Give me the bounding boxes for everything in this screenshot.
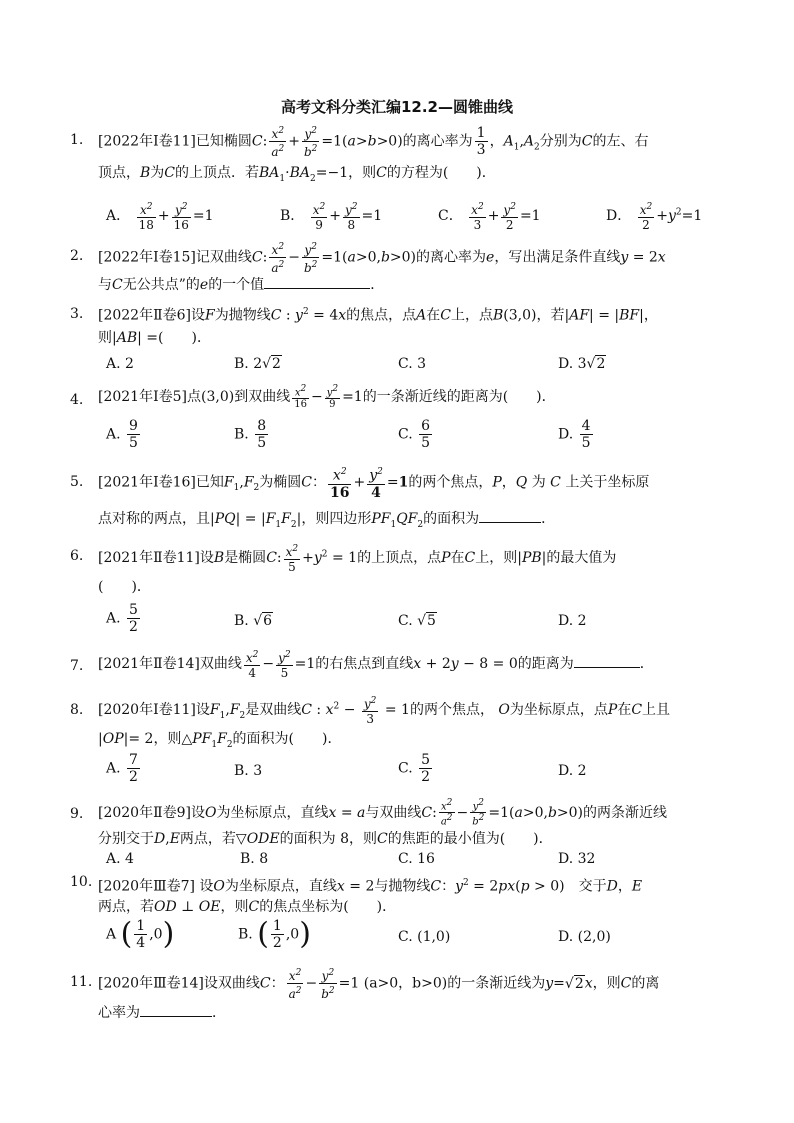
question-11-line-1: [2020年Ⅲ卷14]设双曲线C： $\frac{x^2}{a^2}$ − $\frac{y^2}{b^2}$ =1 (a>0，b>0)的一条渐近线为y=√2x，则C的离: [98, 968, 660, 1001]
option-d[interactable]: D. 3√2: [558, 356, 606, 372]
question-10-line-2: 两点，若OD ⊥ OE，则C的焦点坐标为( )．: [98, 899, 397, 915]
option-b[interactable]: B. 8: [240, 851, 269, 867]
option-d[interactable]: D. 32: [558, 851, 596, 867]
question-9-line-2: 分别交于D,E两点，若▽ODE的面积为 8，则C的焦距的最小值为( )．: [98, 831, 553, 847]
question-number: 10.: [70, 874, 93, 890]
question-number: 1.: [70, 132, 84, 148]
option-d[interactable]: D. 2: [558, 613, 587, 629]
option-c[interactable]: C. √5: [398, 613, 436, 629]
option-a[interactable]: A． $\frac{x^2}{18}$ + $\frac{y^2}{16}$ =1: [106, 202, 214, 232]
question-3-line-1: [2022年Ⅱ卷6]设F为抛物线C : $y^2 = 4x$的焦点，点A在C上，点B(3,0)，若|AF| = |BF|，: [98, 307, 658, 324]
option-c[interactable]: C. (1,0): [398, 929, 451, 945]
question-number: 4.: [70, 392, 84, 408]
question-number: 7.: [70, 658, 84, 674]
question-6-line-2: ( )．: [98, 579, 151, 595]
page-title: 高考文科分类汇编12.2—圆锥曲线: [280, 98, 513, 116]
question-11-line-2: 心率为 ．: [98, 1005, 226, 1021]
option-b[interactable]: B. $\frac{8}{5}$: [234, 418, 267, 451]
question-number: 11.: [70, 974, 93, 990]
question-2-line-2: 与C无公共点”的e的一个值 ．: [98, 277, 385, 293]
option-b[interactable]: B． $\frac{x^2}{9}$ + $\frac{y^2}{8}$ =1: [280, 202, 383, 232]
question-6-line-1: [2021年Ⅱ卷11]设B是椭圆C: $\frac{x^2}{5}$ $+y^2 = 1$的上顶点，点P在C上，则|PB|的最大值为: [98, 544, 617, 574]
question-1-line-2: 顶点，B为C的上顶点．若$BA_1\cdot BA_2=-1$，则C的方程为( )．: [98, 165, 496, 184]
question-4-line-1: [2021年Ⅰ卷5]点(3,0)到双曲线 $\frac{x^2}{16}$ − $\frac{y^2}{9}$ =1的一条渐近线的距离为( )．: [98, 384, 556, 411]
question-number: 9.: [70, 806, 84, 822]
question-number: 5.: [70, 474, 84, 490]
option-b[interactable]: B. √6: [234, 613, 273, 629]
question-number: 6.: [70, 548, 84, 564]
question-9-line-1: [2020年Ⅱ卷9]设O为坐标原点，直线x = a与双曲线C: $\frac{x^2}{a^2}$ − $\frac{y^2}{b^2}$ =1(a>0,b>0)的两条渐近线: [98, 798, 668, 828]
option-d[interactable]: D. 2: [558, 763, 587, 779]
question-5-line-2: 点对称的两点，且$|PQ| = |F_1F_2|$，则四边形$PF_1QF_2$的面积为 ．: [98, 511, 556, 530]
question-8-line-2: |OP|= 2，则$\triangle PF_1F_2$的面积为( )．: [98, 731, 342, 750]
question-2-line-1: [2022年Ⅰ卷15]记双曲线C: $\frac{x^2}{a^2}$ − $\frac{y^2}{b^2}$ =1(a>0,b>0)的离心率为e，写出满足条件直线y = 2x: [98, 242, 666, 275]
option-c[interactable]: C. $\frac{5}{2}$: [398, 752, 431, 785]
option-d[interactable]: D. $\frac{4}{5}$: [558, 418, 591, 451]
option-c[interactable]: C. 16: [398, 851, 435, 867]
question-number: 2.: [70, 248, 84, 264]
question-1-line-1: [2022年Ⅰ卷11]已知椭圆C: $\frac{x^2}{a^2}$ + $\frac{y^2}{b^2}$ =1(a>b>0)的离心率为 $\frac{1}{3}$ ，$A_1,A_2$分别为C的左、右: [98, 125, 649, 159]
option-b[interactable]: B. 2√2: [234, 356, 281, 372]
option-a[interactable]: A. $\frac{5}{2}$: [106, 602, 138, 635]
option-a[interactable]: A. $\frac{7}{2}$: [106, 752, 138, 785]
option-a[interactable]: A ( $\frac{1}{4}$ ,0): [106, 916, 175, 952]
option-c[interactable]: C. $\frac{6}{5}$: [398, 418, 431, 451]
option-d[interactable]: D． $\frac{x^2}{2}$ $+y^2=1$: [606, 202, 703, 232]
option-c[interactable]: C. 3: [398, 356, 427, 372]
question-8-line-1: [2020年Ⅰ卷11]设$F_1,F_2$是双曲线C : $x^2$ − $\frac{y^2}{3}$ = 1的两个焦点， O为坐标原点，点P在C上且: [98, 696, 671, 726]
option-b[interactable]: B. ( $\frac{1}{2}$ ,0): [238, 916, 311, 952]
question-number: 3.: [70, 306, 84, 322]
question-number: 8.: [70, 702, 84, 718]
option-a[interactable]: A. $\frac{9}{5}$: [106, 418, 138, 451]
question-10-line-1: [2020年Ⅲ卷7] 设O为坐标原点，直线x = 2与抛物线C：$y^2 = 2px(p > 0)$ 交于D，E: [98, 878, 643, 895]
option-b[interactable]: B. 3: [234, 763, 263, 779]
option-d[interactable]: D. (2,0): [558, 929, 611, 945]
question-3-line-2: 则|AB| =( )．: [98, 330, 211, 346]
option-a[interactable]: A. 4: [106, 851, 134, 867]
option-a[interactable]: A. 2: [106, 356, 134, 372]
question-5-line-1: [2021年Ⅰ卷16]已知$F_1,F_2$为椭圆C： $\frac{x^2}{16}$ + $\frac{y^2}{4}$ =1的两个焦点，P，Q 为 C 上关于坐标原: [98, 464, 734, 501]
option-c[interactable]: C． $\frac{x^2}{3}$ + $\frac{y^2}{2}$ =1: [438, 202, 541, 232]
question-7-line-1: [2021年Ⅱ卷14]双曲线 $\frac{x^2}{4}$ − $\frac{y^2}{5}$ =1的右焦点到直线x + 2y − 8 = 0的距离为 ．: [98, 650, 654, 680]
